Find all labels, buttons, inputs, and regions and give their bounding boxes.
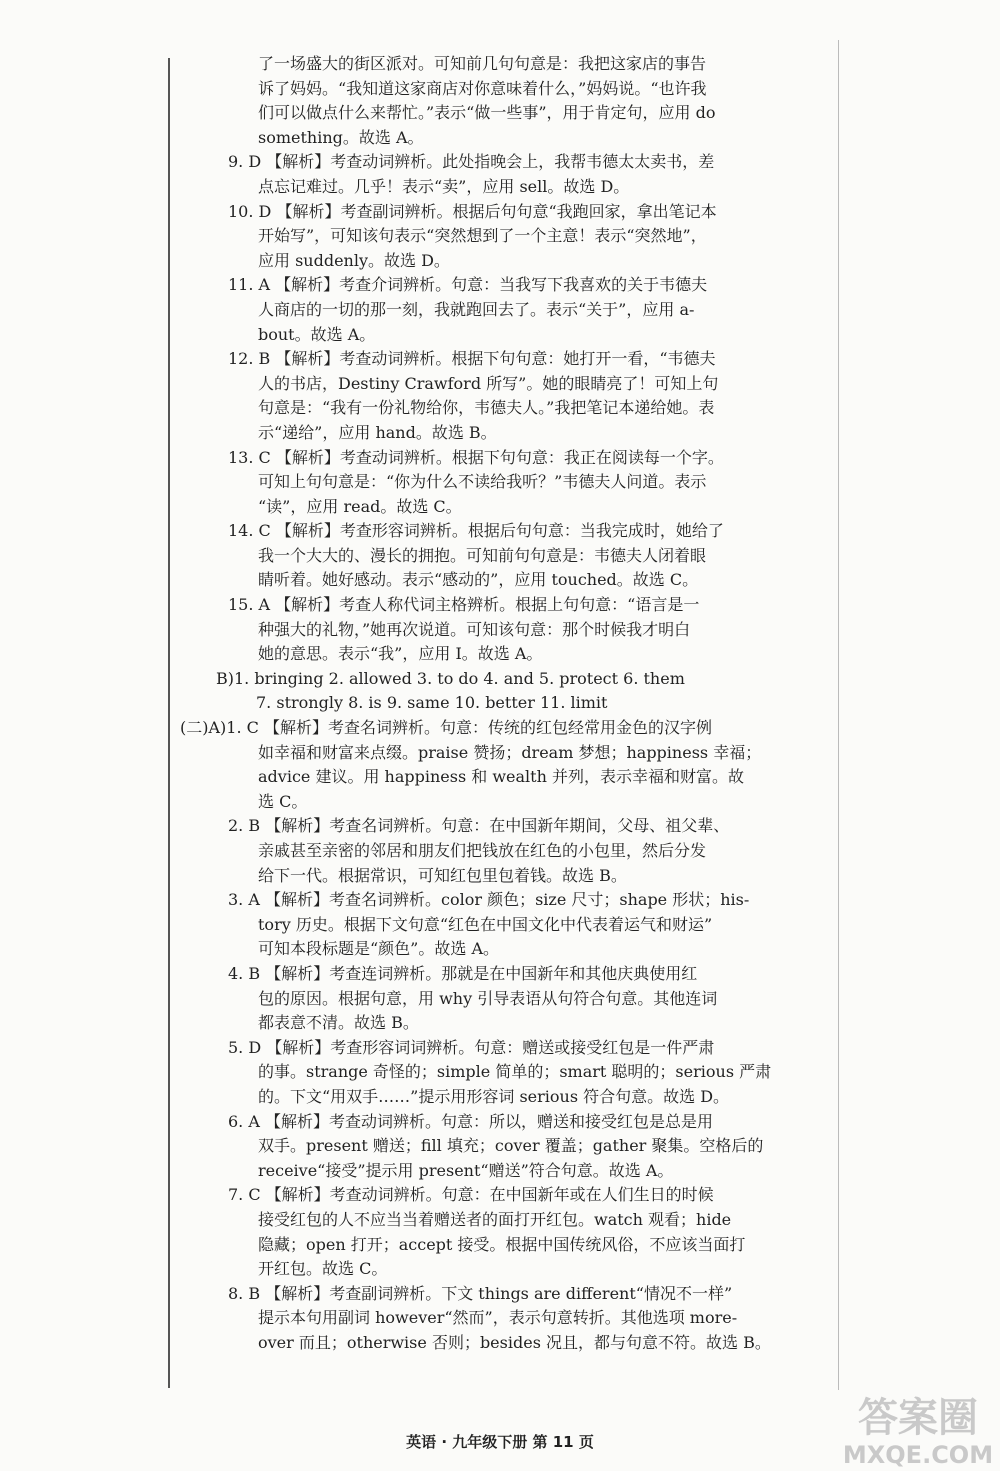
answer-item: 11. A 【解析】考查介词辨析。句意：当我写下我喜欢的关于韦德夫 (228, 275, 708, 295)
answer-item: 14. C 【解析】考查形容词辨析。根据后句句意：当我完成时，她给了 (228, 521, 724, 541)
text-line: 亲戚甚至亲密的邻居和朋友们把钱放在红色的小包里，然后分发 (258, 841, 707, 860)
section-b-answers: B)1. bringing 2. allowed 3. to do 4. and 5. protect 6. them (216, 668, 685, 688)
section-heading-item: (二)A)1. C 【解析】考查名词辨析。句意：传统的红包经常用金色的汉字例 (180, 718, 712, 738)
text-line: 种强大的礼物，”她再次说道。可知该句意：那个时候我才明白 (258, 619, 691, 639)
answer-item: 7. C 【解析】考查动词辨析。句意：在中国新年或在人们生日的时候 (228, 1185, 714, 1205)
text-line: 她的意思。表示“我”，应用 I。故选 A。 (258, 644, 543, 664)
text-line: 隐藏；open 打开；accept 接受。根据中国传统风俗，不应该当面打 (258, 1234, 746, 1254)
text-line: 睛听着。她好感动。表示“感动的”，应用 touched。故选 C。 (258, 570, 699, 590)
answer-item: 2. B 【解析】考查名词辨析。句意：在中国新年期间，父母、祖父辈、 (228, 816, 730, 836)
text-line: 点忘记难过。几乎！表示“卖”，应用 sell。故选 D。 (258, 176, 630, 196)
text-line: 包的原因。根据句意，用 why 引导表语从句符合句意。其他连词 (258, 988, 718, 1008)
text-line: 人商店的一切的那一刻，我就跑回去了。表示“关于”，应用 a- (258, 299, 695, 319)
left-border-line (168, 58, 170, 1388)
text-line: 的。下文“用双手……”提示用形容词 serious 符合句意。故选 D。 (258, 1086, 730, 1106)
text-line: 示“递给”，应用 hand。故选 B。 (258, 422, 497, 442)
answer-item: 6. A 【解析】考查动词辨析。句意：所以，赠送和接受红包是总是用 (228, 1111, 713, 1131)
text-line: 如幸福和财富来点缀。praise 赞扬；dream 梦想；happiness 幸福； (258, 742, 762, 762)
watermark-logo (838, 1385, 998, 1469)
text-line: 诉了妈妈。“我知道这家商店对你意味着什么，”妈妈说。“也许我 (258, 78, 707, 98)
answer-item: 9. D 【解析】考查动词辨析。此处指晚会上，我帮韦德太太卖书，差 (228, 152, 715, 172)
text-line: over 而且；otherwise 否则；besides 况且，都与句意不符。故选 B。 (258, 1332, 771, 1352)
text-line: 都表意不清。故选 B。 (258, 1013, 419, 1033)
text-line: 双手。present 赠送；fill 填充；cover 覆盖；gather 聚集。空格后的 (258, 1136, 764, 1156)
text-line: 应用 suddenly。故选 D。 (258, 250, 450, 270)
text-line: 可知上句句意是：“你为什么不读给我听？”韦德夫人问道。表示 (258, 472, 707, 492)
text-line: 开始写”，可知该句表示“突然想到了一个主意！表示“突然地”， (258, 226, 707, 246)
text-line: 提示本句用副词 however“然而”，表示句意转折。其他选项 more- (258, 1308, 738, 1328)
answer-item: 12. B 【解析】考查动词辨析。根据下句句意：她打开一看，“韦德夫 (228, 349, 716, 369)
text-line: 我一个大大的、漫长的拥抱。可知前句句意是：韦德夫人闭着眼 (258, 545, 707, 565)
text-line: 可知本段标题是“颜色”。故选 A。 (258, 939, 500, 959)
text-line: something。故选 A。 (258, 127, 424, 147)
watermark-url: MXQE.COM (842, 1441, 994, 1469)
text-line: 了一场盛大的街区派对。可知前几句句意是：我把这家店的事告 (258, 54, 707, 73)
answer-item: 13. C 【解析】考查动词辨析。根据下句句意：我正在阅读每一个字。 (228, 447, 724, 467)
text-line: 人的书店，Destiny Crawford 所写”。她的眼睛亮了！可知上句 (258, 373, 719, 393)
text-line: “读”，应用 read。故选 C。 (258, 496, 462, 516)
answer-item: 8. B 【解析】考查副词辨析。下文 things are different“情况不一样” (228, 1283, 733, 1303)
text-line: 的事。strange 奇怪的；simple 简单的；smart 聪明的；serious 严肃 (258, 1062, 772, 1082)
answer-item: 4. B 【解析】考查连词辨析。那就是在中国新年和其他庆典使用红 (228, 963, 698, 983)
text-line: 们可以做点什么来帮忙。”表示“做一些事”，用于肯定句，应用 do (258, 103, 716, 123)
section-b-answers: 7. strongly 8. is 9. same 10. better 11. limit (256, 693, 608, 713)
answer-item: 15. A 【解析】考查人称代词主格辨析。根据上句句意：“语言是一 (228, 595, 700, 615)
answer-page (180, 52, 820, 1355)
text-line: bout。故选 A。 (258, 324, 376, 344)
text-line: advice 建议。用 happiness 和 wealth 并列，表示幸福和财富。故 (258, 767, 744, 787)
page-footer: 英语 · 九年级下册 第 11 页 (406, 1433, 594, 1451)
answer-item: 3. A 【解析】考查名词辨析。color 颜色；size 尺寸；shape 形状；his- (228, 890, 750, 910)
text-line: tory 历史。根据下文句意“红色在中国文化中代表着运气和财运” (258, 914, 713, 934)
text-line: 给下一代。根据常识，可知红包里包着钱。故选 B。 (258, 865, 627, 885)
text-line: 接受红包的人不应当当着赠送者的面打开红包。watch 观看；hide (258, 1209, 732, 1229)
right-border-line (838, 40, 839, 1390)
answer-item: 10. D 【解析】考查副词辨析。根据后句句意“我跑回家，拿出笔记本 (228, 201, 717, 221)
text-line: 选 C。 (258, 791, 308, 811)
text-line: 句意是：“我有一份礼物给你，韦德夫人。”我把笔记本递给她。表 (258, 398, 715, 418)
text-line: receive“接受”提示用 present“赠送”符合句意。故选 A。 (258, 1160, 674, 1180)
answer-item: 5. D 【解析】考查形容词词辨析。句意：赠送或接受红包是一件严肃 (228, 1037, 715, 1057)
watermark-title: 答案圈 (858, 1395, 978, 1441)
text-line: 开红包。故选 C。 (258, 1259, 388, 1279)
